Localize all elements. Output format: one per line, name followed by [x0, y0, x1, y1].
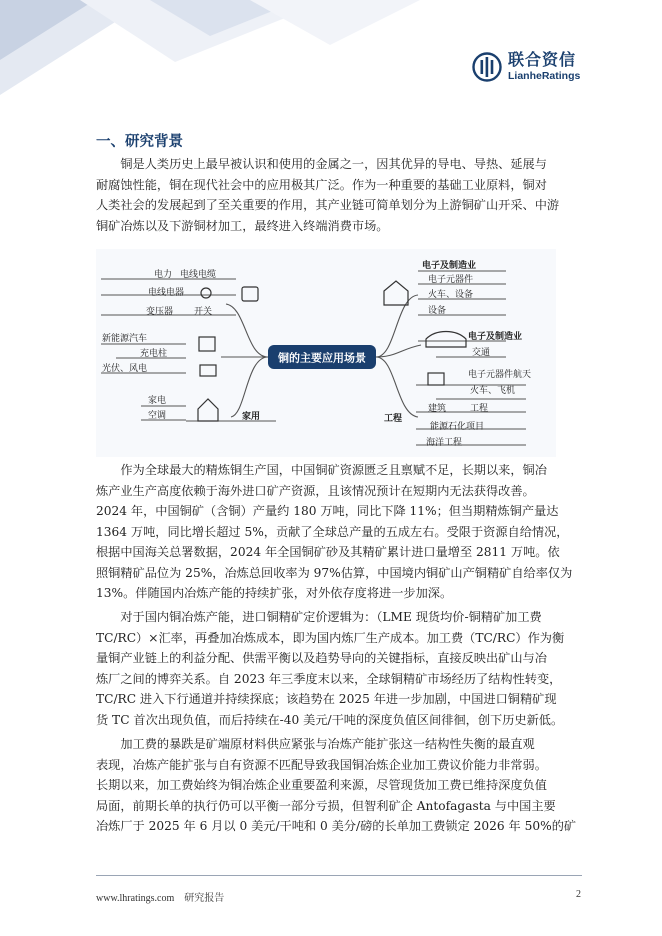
paragraph-line: 13%。伴随国内冶炼产能的持续扩张，对外依存度将进一步加深。 — [96, 586, 453, 600]
house-icon — [198, 399, 218, 421]
mindmap-label: 新能源汽车 — [102, 334, 148, 344]
charging-pile-icon — [199, 337, 215, 351]
paragraph-line: 铜是人类历史上最早被认识和使用的金属之一，因其优异的导电、导热、延展与 — [96, 157, 547, 171]
mindmap-canvas — [96, 249, 556, 457]
mindmap-label: 建筑 — [428, 404, 447, 414]
paragraph-line: 对于国内铜冶炼产能，进口铜精矿定价逻辑为：（LME 现货均价-铜精矿加工费 — [96, 610, 542, 624]
paragraph-line: 加工费的暴跌是矿端原材料供应紧张与冶炼产能扩张这一结构性失衡的最直观 — [96, 737, 535, 751]
mindmap-label: 电线电缆 — [180, 270, 217, 280]
mindmap-label: 充电柱 — [140, 349, 168, 359]
logo-english-name: LianheRatings — [508, 70, 581, 83]
mindmap-label: 火车、飞机 — [470, 386, 516, 396]
mindmap-label: 开关 — [194, 307, 213, 317]
mindmap-label: 空调 — [148, 411, 167, 421]
paragraph-line: 根据中国海关总署数据，2024 年全国铜矿砂及其精矿累计进口量增至 2811 万吨。依 — [96, 545, 560, 559]
page-number: 2 — [576, 889, 581, 900]
footer-divider — [96, 875, 582, 876]
paragraph-line: 人类社会的发展起到了至关重要的作用，其产业链可简单划分为上游铜矿山开采、中游 — [96, 198, 560, 212]
logo-chinese-name: 联合资信 — [508, 50, 577, 70]
mindmap-label: 电子及制造业 — [422, 261, 477, 271]
paragraph-line: 冶炼厂于 2025 年 6 月以 0 美元/干吨和 0 美分/磅的长单加工费锁定 2026 年 50%的矿 — [96, 819, 577, 833]
paragraph-line: 长期以来，加工费始终为铜冶炼企业重要盈利来源，尽管现货加工费已维持深度负值 — [96, 778, 547, 792]
mindmap-label: 交通 — [472, 348, 491, 358]
section-title: 一、研究背景 — [96, 134, 183, 150]
footer-left — [96, 889, 224, 904]
paragraph-tc-decline — [96, 734, 582, 837]
paragraph-line: 炼厂之间的博弈关系。自 2023 年三季度末以来，全球铜精矿市场经历了结构性转变， — [96, 671, 562, 686]
copper-applications-mindmap — [96, 249, 556, 457]
mindmap-label: 工程 — [470, 404, 489, 414]
mindmap-label: 设备 — [428, 306, 447, 316]
mindmap-label: 工程 — [384, 414, 403, 424]
mindmap-label: 火车、设备 — [428, 290, 474, 300]
paragraph-line: 2024 年，中国铜矿（含铜）产量约 180 万吨，同比下降 11%；但当期精炼铜产量达 — [96, 504, 559, 518]
mindmap-label: 电子元器件 — [428, 275, 474, 285]
mindmap-label: 电子及制造业 — [468, 332, 523, 342]
solar-panel-icon — [200, 365, 216, 376]
mindmap-label: 电线电器 — [148, 288, 185, 298]
socket-icon — [242, 287, 258, 301]
paragraph-line: 表现，冶炼产能扩张与自有资源不匹配导致我国铜冶炼企业加工费议价能力非常弱。 — [96, 757, 547, 772]
paragraph-line: 作为全球最大的精炼铜生产国，中国铜矿资源匮乏且禀赋不足，长期以来，铜冶 — [96, 463, 547, 477]
train-icon — [426, 332, 466, 348]
mindmap-label: 电子元器件航天 — [468, 370, 532, 380]
paragraph-line: 照铜精矿品位为 25%，冶炼总回收率为 97%估算，中国境内铜矿山产铜精矿自给率仅为 — [96, 565, 573, 580]
footer-doc-type: 研究报告 — [184, 893, 225, 904]
mindmap-label: 家电 — [148, 396, 167, 406]
mindmap-label: 光伏、风电 — [102, 364, 148, 374]
paragraph-intro — [96, 154, 582, 236]
mindmap-label: 能源石化项目 — [430, 422, 485, 432]
paragraph-line: 耐腐蚀性能，铜在现代社会中的应用极其广泛。作为一种重要的基础工业原料，铜对 — [96, 177, 547, 192]
paragraph-line: 货 TC 首次出现负值，而后持续在-40 美元/干吨的深度负值区间徘徊，创下历史新低。 — [96, 712, 564, 727]
mindmap-label: 家用 — [242, 412, 261, 422]
paragraph-line: TC/RC 进入下行通道并持续探底；该趋势在 2025 年进一步加剧，中国进口铜精矿现 — [96, 692, 557, 706]
paragraph-line: 1364 万吨，同比增长超过 5%，贡献了全球总产量的五成左右。受限于资源自给情况， — [96, 524, 569, 539]
brand-logo — [472, 52, 580, 82]
lianhe-logo-icon — [472, 52, 502, 82]
mindmap-center-label: 铜的主要应用场景 — [278, 351, 366, 365]
paragraph-supply — [96, 460, 582, 604]
ship-icon — [428, 373, 444, 385]
paragraph-line: 铜矿冶炼以及下游铜材加工，最终进入终端消费市场。 — [96, 218, 389, 233]
factory-icon — [384, 281, 408, 305]
paragraph-line: 炼产业生产高度依赖于海外进口矿产资源，且该情况预计在短期内无法获得改善。 — [96, 483, 535, 498]
meter-icon — [201, 288, 211, 298]
mindmap-label: 电力 — [154, 270, 173, 280]
mindmap-label: 变压器 — [146, 307, 174, 317]
footer-site-link[interactable]: www.lhratings.com — [96, 893, 175, 904]
mindmap-label: 海洋工程 — [426, 438, 463, 448]
paragraph-line: TC/RC）×汇率，再叠加冶炼成本，即为国内炼厂生产成本。加工费（TC/RC）作为衡 — [96, 630, 565, 645]
paragraph-line: 量铜产业链上的利益分配、供需平衡以及趋势导向的关键指标，直接反映出矿山与冶 — [96, 651, 547, 665]
paragraph-line: 局面，前期长单的执行仍可以平衡一部分亏损，但智利矿企 Antofagasta 与中国主要 — [96, 798, 556, 813]
paragraph-pricing — [96, 607, 582, 730]
